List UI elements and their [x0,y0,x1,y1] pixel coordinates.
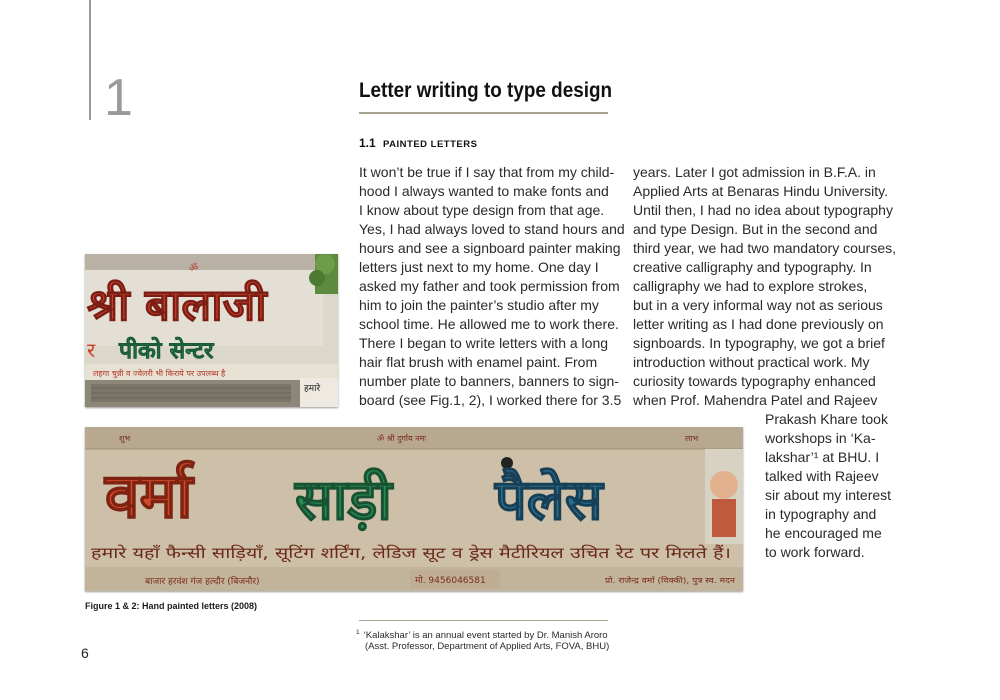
footnote-text-1: ‘Kalakshar’ is an annual event started by Dr. Manish Aroro [363,630,608,642]
body-line: hours and see a signboard painter making [359,240,621,256]
body-line: curiosity towards typography enhanced [633,373,876,389]
footnote-marker: 1 [356,629,360,636]
body-line: introduction without practical work. My [633,354,870,370]
body-line: letter writing as I had done previously on [633,316,884,332]
body-line: calligraphy we had to explore strokes, [633,278,868,294]
body-line: when Prof. Mahendra Patel and Rajeev [633,392,878,408]
body-line: and type Design. But in the second and [633,221,878,237]
body-line: hair flat brush with enamel paint. From [359,354,598,370]
body-line: third year, we had two mandatory courses, [633,240,897,256]
photo2-address: बाजार हरवंश गंज हल्दौर (बिजनौर) [145,577,260,587]
section-heading [359,136,477,150]
photo1-tag-lettering: हमारे [304,384,321,394]
body-line: I know about type design from that age. [359,202,605,218]
body-line: creative calligraphy and typography. In [633,259,872,275]
section-number: 1.1 [359,136,376,150]
body-line: It won’t be true if I say that from my child- [359,164,615,180]
title-underline [359,112,608,114]
footnote-line-1 [356,629,608,641]
body-line: hood I always wanted to make fonts and [359,183,609,199]
body-line: sir about my interest [765,487,892,503]
chapter-title: Letter writing to type design [359,79,613,102]
photo2-phone: मो. 9456046581 [415,576,486,586]
body-line: in typography and [765,506,877,522]
body-line: letters just next to my home. One day I [359,259,599,275]
chapter-side-rule [89,0,91,120]
body-line: he encouraged me [765,525,882,541]
photo1-left-fragment: र [87,338,96,362]
photo2-main-red: वर्मा [105,459,193,532]
body-line: years. Later I got admission in B.F.A. in [633,164,876,180]
photo2-top-right: लाभ [685,434,699,443]
signboard-photo-1 [85,254,338,407]
body-line: signboards. In typography, we got a brief [633,335,885,351]
chapter-number: 1 [104,69,133,127]
body-line: asked my father and took permission from [359,278,620,294]
section-title: PAINTED LETTERS [383,139,478,150]
signboard-photo-2 [85,427,743,591]
photo1-strip-lettering: लहगा चुन्नी व ज्वेलरी भी किराये पर उपलब्ध है [93,369,226,378]
photo2-proprietor: प्रो. राजेन्द्र वर्मा (विक्की), पुत्र स्व. मदन [605,576,720,585]
body-line: board (see Fig.1, 2), I worked there for 3.5 [359,392,622,408]
footnote-rule [359,620,608,621]
body-line: to work forward. [765,544,865,560]
photo2-top-center: ॐ श्री दुर्गाय नमः [377,434,426,443]
figure-caption: Figure 1 & 2: Hand painted letters (2008) [85,601,258,611]
body-line: him to join the painter’s studio after my [359,297,599,313]
body-line: number plate to banners, banners to sign- [359,373,619,389]
footnote-line-2: (Asst. Professor, Department of Applied Arts, FOVA, BHU) [365,641,610,652]
photo2-line-lettering: हमारे यहाँ फैन्सी साड़ियाँ, सूटिंग शर्टिंग, लेडिज सूट व ड्रेस मैटीरियल उचित रेट पर मिलते हैं। [91,544,580,562]
photo1-sub-lettering: पीको सेन्टर [119,338,214,364]
body-line: but in a very informal way not as serious [633,297,883,313]
body-line: Yes, I had always loved to stand hours and [359,221,625,237]
photo2-top-left: शुभ [119,434,131,443]
body-line: workshops in ‘Ka- [765,430,876,446]
photo2-main-blue: पैलेस [495,468,603,533]
body-line: Until then, I had no idea about typography [633,202,893,218]
body-line: Applied Arts at Benaras Hindu University. [633,183,888,199]
body-line: school time. He allowed me to work there. [359,316,619,332]
page-number: 6 [81,645,89,661]
photo1-top-symbol: ॐ [189,263,199,274]
photo2-main-green: साड़ी [295,468,392,533]
photo1-main-lettering: श्री बालाजी [87,280,267,331]
body-line: Prakash Khare took [765,411,888,427]
body-line: There I began to write letters with a long [359,335,609,351]
body-line: talked with Rajeev [765,468,879,484]
body-line: lakshar’¹ at BHU. I [765,449,880,465]
